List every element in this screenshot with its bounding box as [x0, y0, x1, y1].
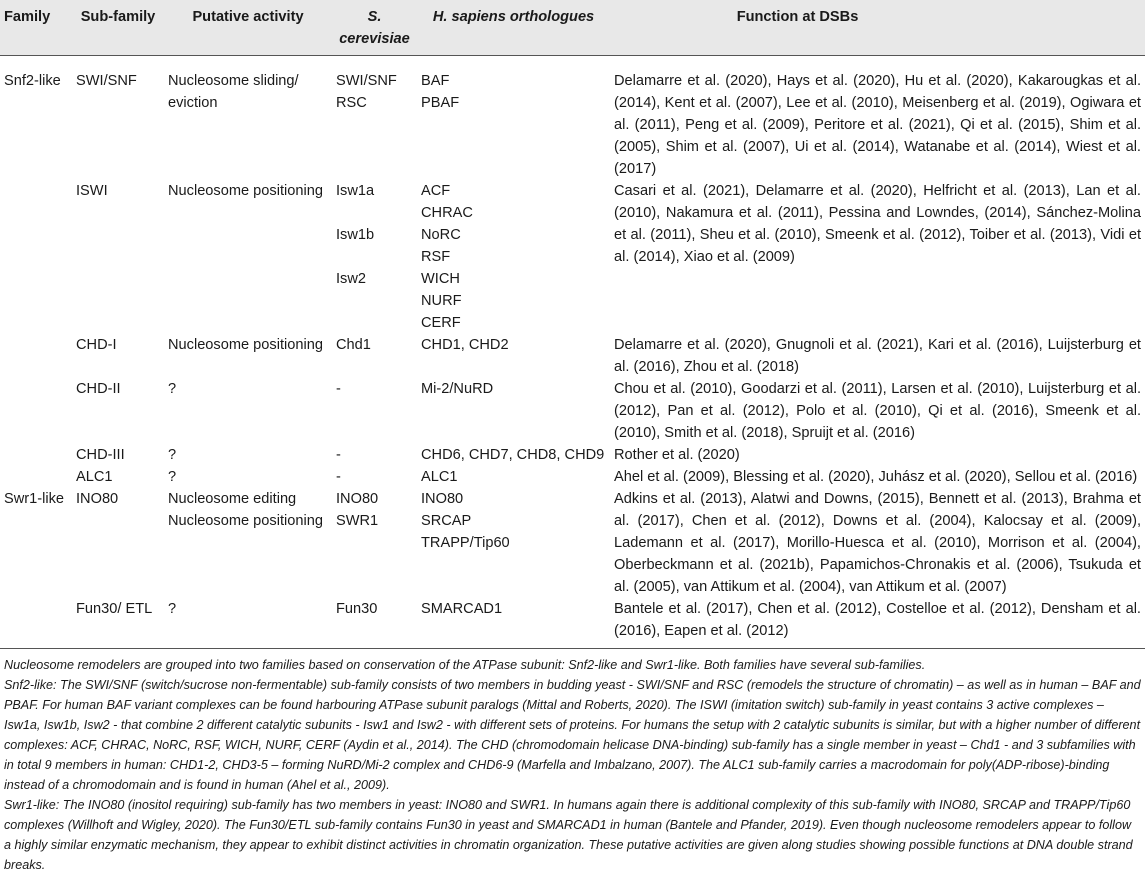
cell-sc [332, 180, 417, 334]
cell-hs-item: ALC1 [421, 468, 458, 485]
table-row [0, 180, 1145, 334]
cell-sc-item [336, 312, 413, 334]
cell-hs-item: CHD6, CHD7, CHD8, CHD9 [421, 446, 605, 463]
cell-subfamily: SWI/SNF [76, 72, 137, 89]
cell-sc-item: INO80 [336, 490, 379, 507]
cell-sc [332, 488, 417, 598]
cell-subfamily: ISWI [76, 182, 108, 199]
cell-family [0, 466, 72, 488]
cell-hs-item: INO80 [421, 490, 464, 507]
cell-activity: ? [164, 598, 332, 649]
cell-sc-item: RSC [336, 94, 367, 111]
cell-hs [417, 466, 610, 488]
cell-hs [417, 334, 610, 378]
cell-family: Swr1-like [4, 490, 65, 507]
cell-sc [332, 378, 417, 444]
cell-hs-item: Mi-2/NuRD [421, 380, 494, 397]
cell-hs-item: RSF [421, 248, 451, 265]
header-hs [417, 0, 610, 55]
table-body [0, 55, 1145, 648]
cell-hs-item: CHD1, CHD2 [421, 336, 509, 353]
cell-hs [417, 488, 610, 598]
cell-sc [332, 444, 417, 466]
cell-sc-item: SWR1 [336, 512, 379, 529]
table-header [0, 0, 1145, 55]
header-activity: Putative activity [164, 0, 332, 55]
cell-hs-item: NoRC [421, 226, 461, 243]
header-sc: S. cerevisiae [332, 0, 417, 55]
cell-func: Ahel et al. (2009), Blessing et al. (2020), Juhász et al. (2020), Sellou et al. (2016) [614, 468, 1138, 485]
cell-hs [417, 55, 610, 180]
cell-hs-item: CHRAC [421, 204, 473, 221]
cell-func: Adkins et al. (2013), Alatwi and Downs, (2015), Bennett et al. (2013), Brahma et al. (2017), Chen et al. (2012), Downs et al. (2004), Kalocsay et al. (2009), Lademann et al. (2017), Morillo-Huesca et al. (2010), Morrison et al. (2004), Oberbeckmann et al. (2021b), Papamichos-Chronakis et al. (2006), Tsukuda et al. (2005), van Attikum et al. (2004), van Attikum et al. (2007) [614, 490, 1141, 595]
cell-sc-item: SWI/SNF [336, 72, 397, 89]
cell-func: Delamarre et al. (2020), Hays et al. (2020), Hu et al. (2020), Kakarougkas et al. (2014), Kent et al. (2007), Lee et al. (2010), Meisenberg et al. (2019), Ogiwara et al. (2011), Peng et al. (2009), Peritore et al. (2021), Qi et al. (2015), Shim et al. (2005), Shim et al. (2007), Ui et al. (2014), Watanabe et al. (2014), Wiest et al. (2017) [614, 72, 1141, 177]
cell-sc-item [336, 202, 413, 224]
cell-hs-item: CERF [421, 314, 461, 331]
cell-sc-item [336, 246, 413, 268]
footnote-0: Nucleosome remodelers are grouped into two families based on conservation of the ATPase subunit: Snf2-like and Swr1-like. Both families have several sub-families. [4, 657, 926, 672]
cell-sc-item: Chd1 [336, 336, 371, 353]
cell-sc-item: Isw1a [336, 182, 375, 199]
cell-hs-item: PBAF [421, 94, 460, 111]
cell-func: Chou et al. (2010), Goodarzi et al. (2011), Larsen et al. (2010), Luijsterburg et al. (2012), Pan et al. (2012), Polo et al. (2010), Qi et al. (2016), Smeenk et al. (2010), Smith et al. (2018), Spruijt et al. (2016) [614, 380, 1141, 441]
cell-sc [332, 466, 417, 488]
cell-hs-item: BAF [421, 72, 450, 89]
header-hs-text: H. sapiens orthologues [432, 9, 595, 25]
cell-sc-item: Isw1b [336, 226, 375, 243]
cell-family [0, 444, 72, 466]
cell-activity: ? [168, 446, 177, 463]
cell-sc-item [336, 290, 413, 312]
cell-hs-item: ACF [421, 182, 451, 199]
cell-func: Bantele et al. (2017), Chen et al. (2012), Costelloe et al. (2012), Densham et al. (2016), Eapen et al. (2012) [610, 598, 1145, 649]
cell-hs-item: SRCAP [421, 512, 472, 529]
cell-hs-item: WICH [421, 270, 460, 287]
cell-func: Delamarre et al. (2020), Gnugnoli et al. (2021), Kari et al. (2016), Luijsterburg et al. (2016), Zhou et al. (2018) [614, 336, 1141, 375]
cell-sc-item: - [336, 468, 341, 485]
cell-func: Rother et al. (2020) [614, 446, 740, 463]
table-row [0, 488, 1145, 598]
cell-activity: Nucleosome positioning [168, 182, 323, 199]
cell-subfamily: Fun30/ ETL [72, 598, 164, 649]
cell-sc [332, 334, 417, 378]
cell-hs-item: NURF [421, 292, 462, 309]
table-row [0, 444, 1145, 466]
header-func: Function at DSBs [610, 0, 1145, 55]
cell-hs-item: SMARCAD1 [421, 600, 503, 617]
footnote-2: Swr1-like: The INO80 (inositol requiring) sub-family has two members in yeast: INO80 and SWR1. In humans again there is additional complexity of this sub-family with INO80, SRCAP and TRAPP/Tip60 complexes (Willhoft and Wigley, 2020). The Fun30/ETL sub-family contains Fun30 in yeast and SMARCAD1 in human (Bantele and Pfander, 2019). Even though nucleosome remodelers appear to follow a highly similar enzymatic mechanism, they appear to exhibit distinct activities in chromatin organization. These putative activities are given along studies showing possible functions at DNA double strand breaks. [4, 797, 1133, 872]
table-footnotes [0, 649, 1145, 875]
cell-family [0, 598, 72, 649]
table-row [0, 55, 1145, 180]
cell-hs [417, 444, 610, 466]
cell-subfamily: INO80 [76, 490, 119, 507]
cell-sc-item: Isw2 [336, 270, 367, 287]
footnote-1: Snf2-like: The SWI/SNF (switch/sucrose non-fermentable) sub-family consists of two members in budding yeast - SWI/SNF and RSC (remodels the structure of chromatin) – as well as in human – BAF and PBAF. For human BAF variant complexes can be found harbouring ATPase subunit paralogs (Mittal and Roberts, 2020). The ISWI (imitation switch) sub-family in yeast contains 3 active complexes – Isw1a, Isw1b, Isw2 - that combine 2 different catalytic subunits - Isw1 and Isw2 - with different sets of proteins. For humans the setup with 2 catalytic subunits is similar, but with a higher number of different complexes: ACF, CHRAC, NoRC, RSF, WICH, NURF, CERF (Aydin et al., 2014). The CHD (chromodomain helicase DNA-binding) sub-family has a single member in yeast – Chd1 - and 3 subfamilies with in total 9 members in human: CHD1-2, CHD3-5 – forming NuRD/Mi-2 complex and CHD6-9 (Marfella and Imbalzano, 2007). The ALC1 sub-family carries a macrodomain for poly(ADP-ribose)-binding instead of a chromodomain and is found in human (Ahel et al., 2009). [4, 677, 1141, 792]
cell-hs [417, 180, 610, 334]
cell-hs [417, 598, 610, 649]
table-row [0, 334, 1145, 378]
cell-hs [417, 378, 610, 444]
table-row [0, 378, 1145, 444]
header-subfamily: Sub-family [72, 0, 164, 55]
cell-family [0, 180, 72, 334]
cell-activity: Nucleosome sliding/ eviction [168, 72, 299, 111]
cell-family [0, 334, 72, 378]
cell-activity: ? [168, 380, 177, 397]
cell-sc-item: - [336, 380, 341, 397]
cell-subfamily: CHD-III [76, 446, 125, 463]
header-family: Family [0, 0, 72, 55]
cell-subfamily: ALC1 [76, 468, 113, 485]
cell-sc-item: Fun30 [336, 600, 378, 617]
cell-subfamily: CHD-I [76, 336, 117, 353]
cell-activity: Nucleosome editing Nucleosome positioning [168, 490, 323, 529]
cell-sc [332, 55, 417, 180]
table-row [0, 466, 1145, 488]
cell-family: Snf2-like [4, 72, 61, 89]
cell-hs-item: TRAPP/Tip60 [421, 534, 510, 551]
cell-activity: ? [168, 468, 177, 485]
cell-family [0, 378, 72, 444]
cell-sc [332, 598, 417, 649]
table-row [0, 598, 1145, 649]
cell-sc-item: - [336, 446, 341, 463]
cell-activity: Nucleosome positioning [168, 336, 323, 353]
cell-subfamily: CHD-II [76, 380, 121, 397]
cell-func: Casari et al. (2021), Delamarre et al. (2020), Helfricht et al. (2013), Lan et al. (2010), Nakamura et al. (2011), Pessina and Lowndes, (2014), Sánchez-Molina et al. (2011), Sheu et al. (2010), Smeenk et al. (2012), Toiber et al. (2013), Vidi et al. (2014), Xiao et al. (2009) [614, 182, 1141, 265]
